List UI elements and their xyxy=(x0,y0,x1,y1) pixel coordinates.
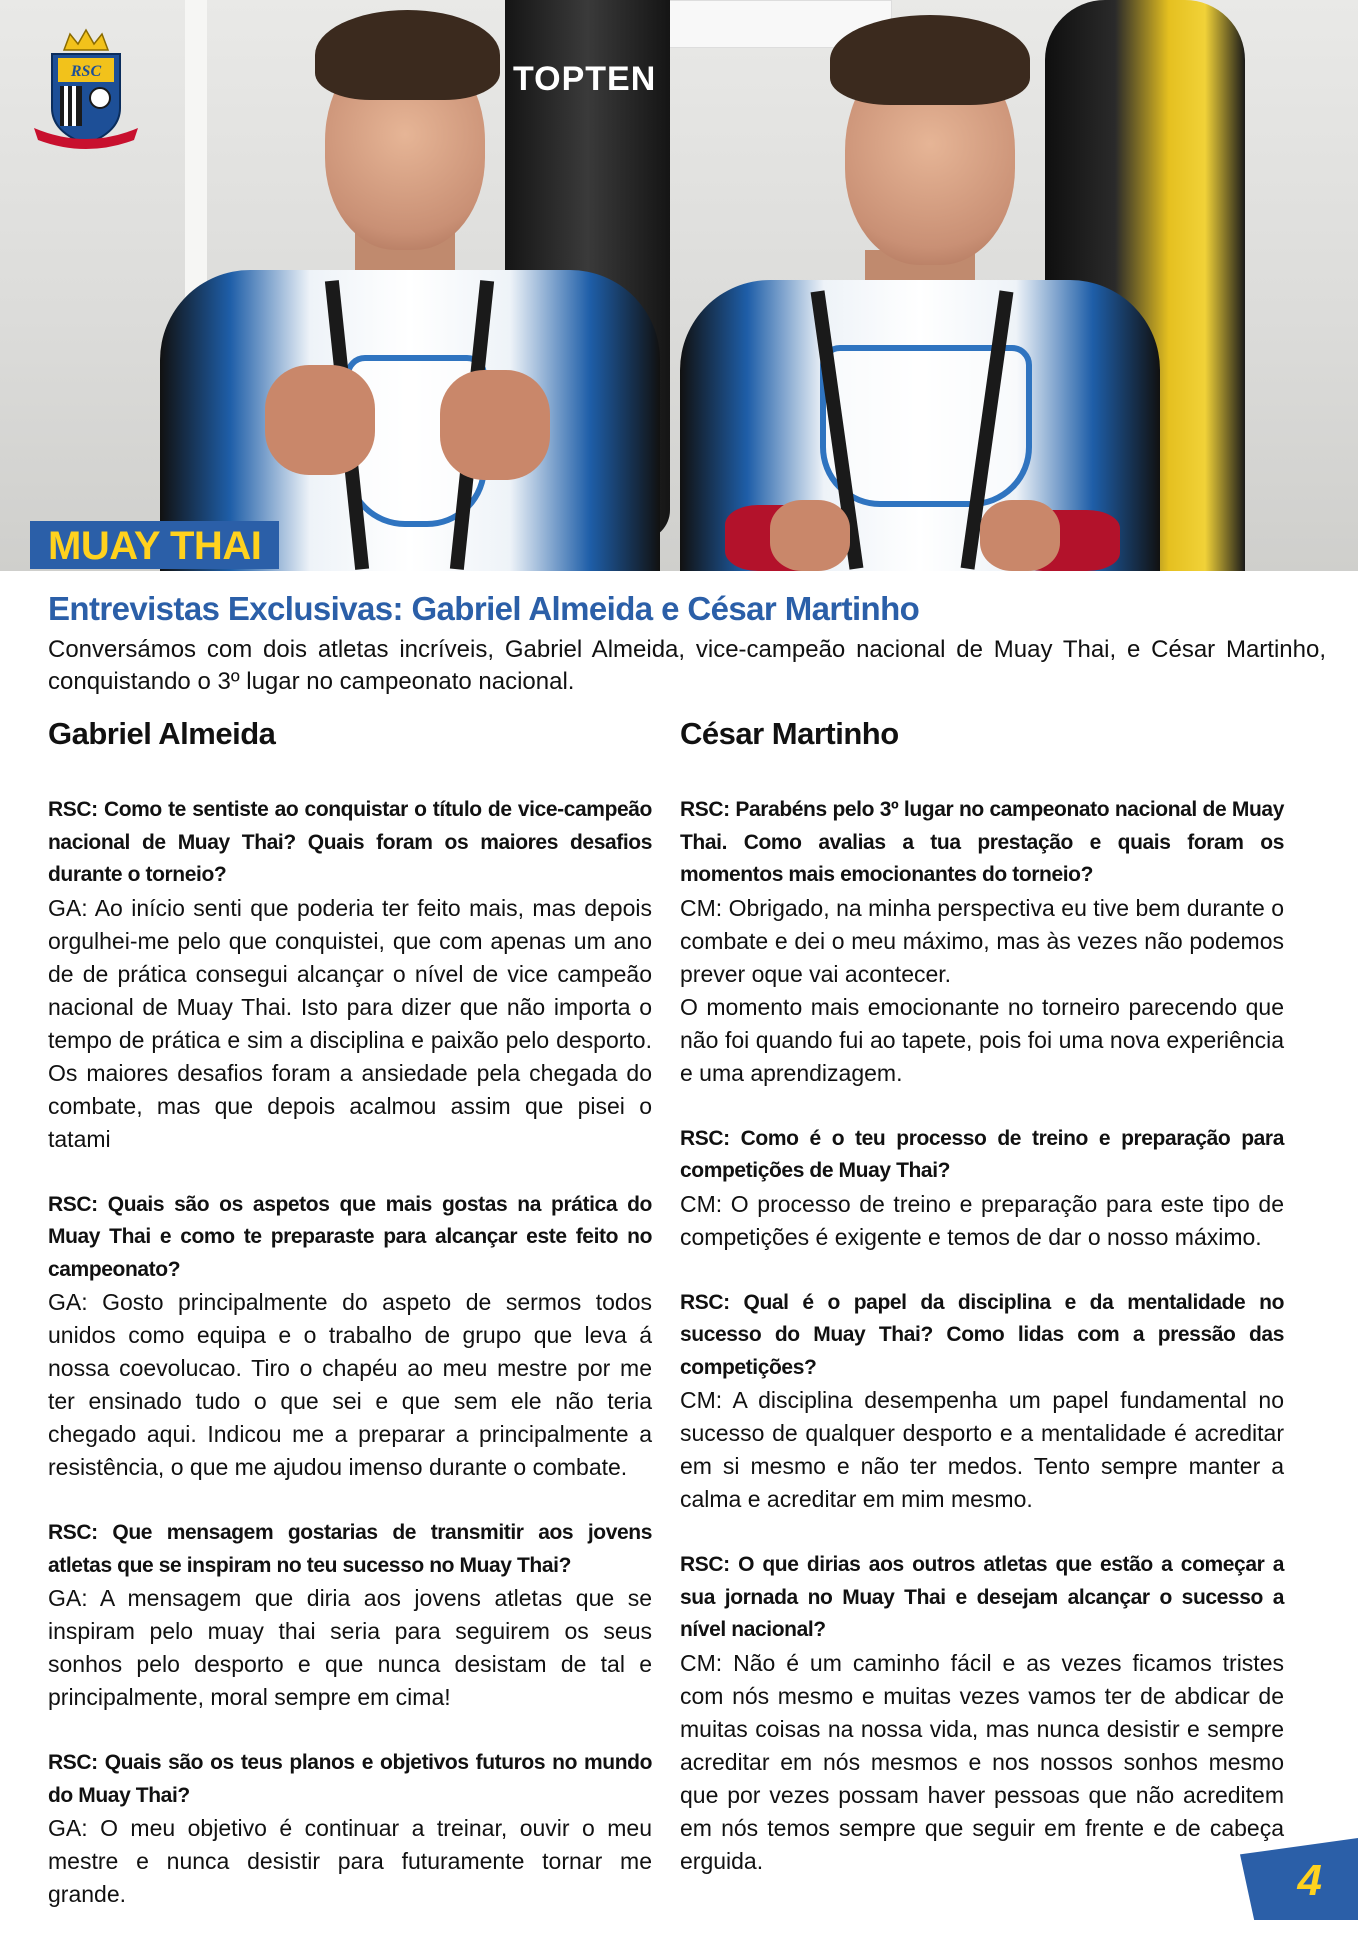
qa-block xyxy=(680,1549,1284,1878)
athlete-gabriel xyxy=(140,0,660,571)
question: RSC: Quais são os teus planos e objetivos futuros no mundo do Muay Thai? xyxy=(48,1751,652,1807)
bag-brand: TOPTEN xyxy=(513,60,657,98)
qa-block xyxy=(680,794,1284,1090)
qa-block xyxy=(680,1123,1284,1254)
question: RSC: Quais são os aspetos que mais gostas na prática do Muay Thai e como te preparaste para alcançar este feito no campeonato? xyxy=(48,1192,652,1281)
answer: GA: Ao início senti que poderia ter feito mais, mas depois orgulhei-me pelo que conquistei, que com apenas um ano de de prática consegui alcançar o nível de vice campeão nacional de Muay Thai. Isto para dizer que não importa o tempo de prática e sim a disciplina e paixão pelo desporto. Os maiores desafios foram a ansiedade pela chegada do combate, mas que depois acalmou assim que pisei o tatami xyxy=(48,894,652,1152)
qa-block xyxy=(48,1747,652,1911)
column-cesar xyxy=(680,712,1284,1911)
page-number: 4 xyxy=(1297,1856,1322,1905)
interviewee-name: César Martinho xyxy=(680,716,899,751)
answer: GA: Gosto principalmente do aspeto de sermos todos unidos como equipa e o trabalho de grupo que leva á nossa coevolucao. Tiro o chapéu ao meu mestre por me ter ensinado tudo o que sei e que sem ele não teria chegado aqui. Indicou me a preparar a principalmente a resistência, o que me ajudou imenso durante o combate. xyxy=(48,1289,652,1480)
answer: CM: A disciplina desempenha um papel fundamental no sucesso de qualquer desporto e a mentalidade é acreditar em si mesmo e não ter medos. Tento sempre manter a calma e acreditar em mim mesmo. xyxy=(680,1387,1284,1512)
column-gabriel xyxy=(48,712,652,1944)
question: RSC: O que dirias aos outros atletas que estão a começar a sua jornada no Muay Thai e desejam alcançar o sucesso a nível nacional? xyxy=(680,1553,1284,1641)
qa-block xyxy=(48,1517,652,1714)
article-intro: Conversámos com dois atletas incríveis, Gabriel Almeida, vice-campeão nacional de Muay Thai, e César Martinho, conquistando o 3º lugar no campeonato nacional. xyxy=(48,636,1326,695)
question: RSC: Qual é o papel da disciplina e da mentalidade no sucesso do Muay Thai? Como lidas com a pressão das competições? xyxy=(680,1290,1284,1379)
answer: GA: A mensagem que diria aos jovens atletas que se inspiram pelo muay thai seria para seguirem os seus sonhos pelo desporto e que nunca desistam de tal e principalmente, moral sempre em cima! xyxy=(48,1585,652,1710)
section-label: MUAY THAI xyxy=(30,521,279,569)
qa-block xyxy=(48,1189,652,1485)
interviewee-name: Gabriel Almeida xyxy=(48,716,276,751)
answer: CM: O processo de treino e preparação para este tipo de competições é exigente e temos de dar o nosso máximo. xyxy=(680,1190,1284,1250)
answer: CM: Não é um caminho fácil e as vezes ficamos tristes com nós mesmo e muitas vezes vamos ter de abdicar de muitas coisas na nossa vida, mas nunca desistir e sempre acreditar em nós mesmos e nos nossos sonhos mesmo que por vezes possam haver pessoas que não acreditem em nós temos sempre que seguir em frente e de cabeça erguida. xyxy=(680,1649,1284,1874)
qa-block xyxy=(680,1287,1284,1517)
qa-block xyxy=(48,794,652,1156)
athlete-cesar xyxy=(680,0,1160,571)
logo-initials: RSC xyxy=(70,63,102,80)
answer: CM: Obrigado, na minha perspectiva eu tive bem durante o combate e dei o meu máximo, mas às vezes não podemos prever oque vai acontecer. O momento mais emocionante no torneiro parecendo que não foi quando fui ao tapete, pois foi uma nova experiência e uma aprendizagem. xyxy=(680,894,1284,1086)
club-crest-logo xyxy=(30,28,142,152)
hero-photo xyxy=(0,0,1358,571)
answer: GA: O meu objetivo é continuar a treinar, ouvir o meu mestre e nunca desistir para futuramente tornar me grande. xyxy=(48,1815,652,1907)
article-title: Entrevistas Exclusivas: Gabriel Almeida e César Martinho xyxy=(48,590,920,627)
question: RSC: Como te sentiste ao conquistar o título de vice-campeão nacional de Muay Thai? Quais foram os maiores desafios durante o torneio? xyxy=(48,798,652,886)
question: RSC: Como é o teu processo de treino e preparação para competições de Muay Thai? xyxy=(680,1126,1284,1182)
question: RSC: Parabéns pelo 3º lugar no campeonato nacional de Muay Thai. Como avalias a tua prestação e quais foram os momentos mais emocionantes do torneio? xyxy=(680,798,1284,886)
question: RSC: Que mensagem gostarias de transmitir aos jovens atletas que se inspiram no teu sucesso no Muay Thai? xyxy=(48,1521,652,1577)
